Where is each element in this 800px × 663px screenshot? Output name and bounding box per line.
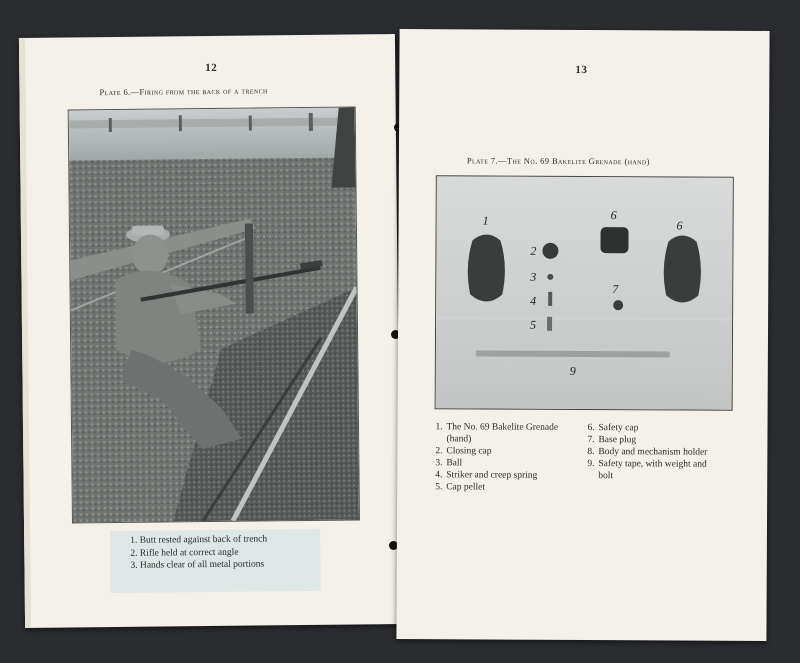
- caption-item: 3. Hands clear of all metal portions: [130, 559, 265, 571]
- legend-item: 9. Safety tape, with weight and bolt: [587, 459, 707, 482]
- legend-item: 4. Striker and creep spring: [435, 470, 538, 481]
- photo-label-7: 7: [612, 282, 619, 297]
- grenade-photo-illustration: [436, 176, 733, 410]
- legend-item: 7. Base plug: [587, 435, 637, 446]
- legend-item: 2. Closing cap: [435, 446, 492, 457]
- legend-left-column: [435, 421, 558, 494]
- photo-label-2: 2: [530, 243, 537, 258]
- photo-label-3: 3: [530, 269, 537, 284]
- right-page: [396, 29, 769, 641]
- photo-label-6b: 6: [676, 218, 683, 233]
- plate-title-left: Plate 6.—Firing from the back of a trench: [99, 85, 268, 98]
- photo-label-4: 4: [530, 293, 537, 308]
- plate-title-right: Plate 7.—The No. 69 Bakelite Grenade (hand): [466, 155, 650, 167]
- photo-label-6a: 6: [610, 208, 617, 223]
- photo-label-9: 9: [569, 363, 576, 378]
- page-number-left: 12: [205, 61, 218, 75]
- plate-6-captions: [130, 533, 267, 572]
- legend-item: 3. Ball: [435, 458, 463, 469]
- left-page: [19, 34, 401, 628]
- legend-item: 6. Safety cap: [587, 423, 639, 434]
- legend-right-column: [587, 422, 707, 483]
- page-number-right: 13: [575, 63, 588, 77]
- legend-item: 5. Cap pellet: [435, 482, 486, 493]
- trench-firing-photo: [68, 106, 360, 523]
- caption-item: 1. Butt rested against back of trench: [130, 534, 268, 546]
- trench-photo-illustration: [69, 107, 359, 522]
- photo-label-1: 1: [482, 213, 489, 228]
- legend-item: 8. Body and mechanism holder: [587, 447, 708, 458]
- photo-label-5: 5: [530, 317, 537, 332]
- grenade-components-photo: [435, 175, 734, 411]
- legend-item: 1. The No. 69 Bakelite Grenade (hand): [435, 422, 559, 445]
- caption-item: 2. Rifle held at correct angle: [130, 547, 239, 559]
